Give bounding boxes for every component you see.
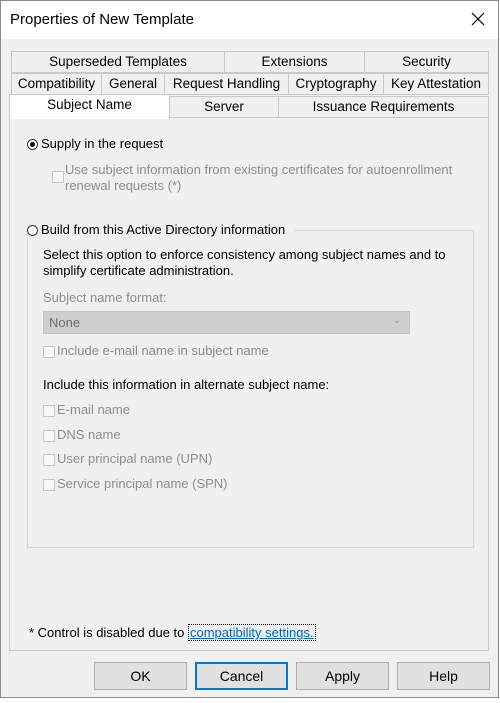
- alt-spn-checkbox[interactable]: [43, 479, 55, 491]
- alt-heading: Include this information in alternate subject name:: [43, 377, 330, 392]
- tab-compatibility[interactable]: Compatibility: [11, 73, 102, 95]
- alt-upn-checkbox[interactable]: [43, 454, 55, 466]
- tab-security[interactable]: Security: [364, 51, 489, 73]
- format-label: Subject name format:: [43, 290, 167, 305]
- chevron-down-icon: ⌄: [392, 315, 401, 326]
- build-label[interactable]: Build from this Active Directory information: [41, 222, 286, 237]
- cancel-button[interactable]: Cancel: [195, 662, 288, 690]
- tab-server[interactable]: Server: [169, 96, 279, 118]
- footer-note: [29, 625, 316, 640]
- alt-email-checkbox[interactable]: [43, 405, 55, 417]
- use-existing-label: Use subject information from existing certificates for autoenrollment renewal requests (*): [65, 162, 453, 193]
- apply-button[interactable]: Apply: [296, 662, 389, 690]
- compatibility-settings-link[interactable]: compatibility settings.: [189, 625, 314, 640]
- tab-key-attestation[interactable]: Key Attestation: [383, 73, 489, 95]
- build-description: Select this option to enforce consistency among subject names and to simplify certificate administration.: [43, 247, 446, 278]
- tab-superseded-templates[interactable]: Superseded Templates: [11, 51, 225, 73]
- title-bar: [1, 1, 498, 39]
- tab-extensions[interactable]: Extensions: [224, 51, 365, 73]
- supply-radio[interactable]: [27, 139, 38, 150]
- tab-general[interactable]: General: [101, 73, 165, 95]
- include-email-label: Include e-mail name in subject name: [57, 343, 269, 358]
- help-button[interactable]: Help: [397, 662, 490, 690]
- build-radio[interactable]: [27, 225, 38, 236]
- alt-dns-checkbox[interactable]: [43, 430, 55, 442]
- use-existing-checkbox[interactable]: [52, 171, 64, 183]
- tab-subject-name[interactable]: Subject Name: [9, 94, 170, 119]
- format-select[interactable]: [43, 311, 410, 334]
- close-icon[interactable]: [468, 9, 488, 29]
- alt-dns-label: DNS name: [57, 427, 121, 442]
- format-value: None: [49, 315, 81, 330]
- footer-note-text: * Control is disabled due to: [29, 625, 188, 640]
- alt-upn-label: User principal name (UPN): [57, 451, 213, 466]
- tab-cryptography[interactable]: Cryptography: [288, 73, 384, 95]
- tab-issuance-requirements[interactable]: Issuance Requirements: [278, 96, 489, 118]
- alt-email-label: E-mail name: [57, 402, 130, 417]
- window-title: Properties of New Template: [10, 11, 194, 28]
- include-email-checkbox[interactable]: [43, 346, 55, 358]
- ok-button[interactable]: OK: [94, 662, 187, 690]
- supply-label[interactable]: Supply in the request: [41, 136, 164, 151]
- alt-spn-label: Service principal name (SPN): [57, 476, 228, 491]
- tab-request-handling[interactable]: Request Handling: [164, 73, 289, 95]
